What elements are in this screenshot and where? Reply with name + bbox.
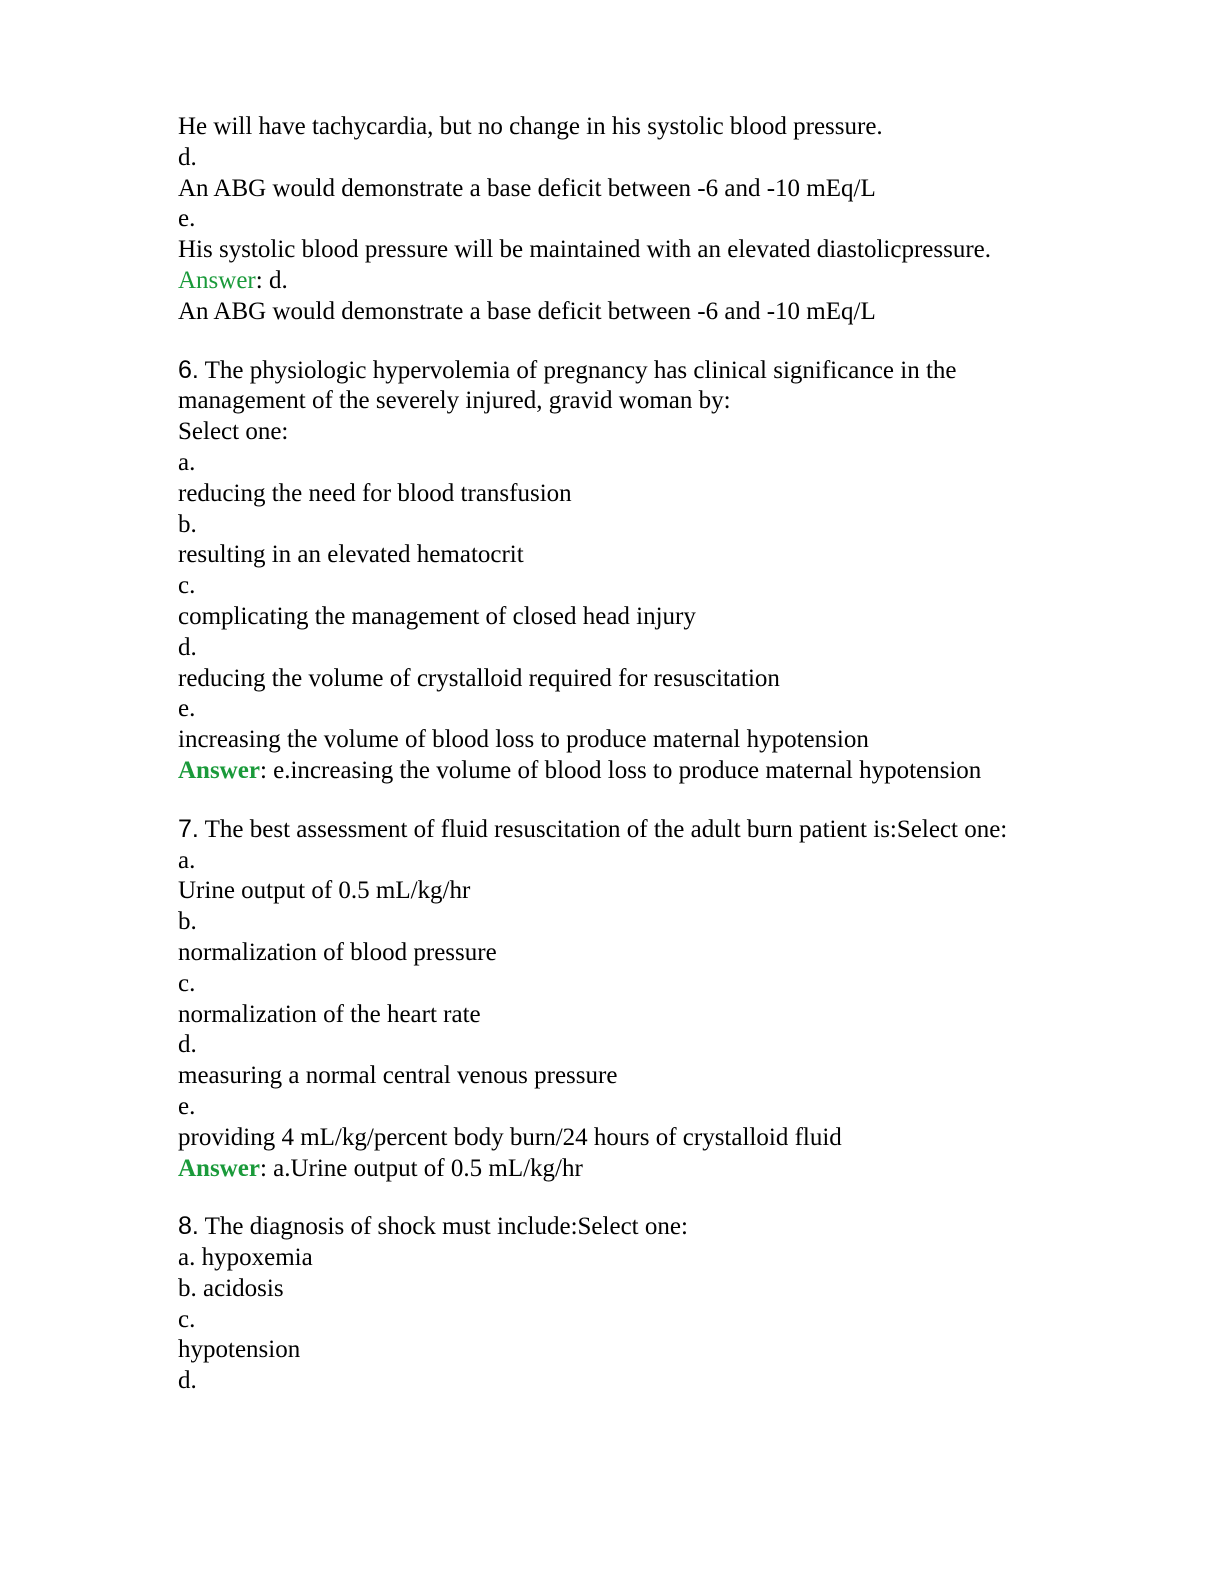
q5-continuation [178, 112, 1138, 328]
q7-option-e-letter: e. [178, 1092, 196, 1120]
q6-option-b-letter: b. [178, 510, 197, 538]
q7-option-c-text: normalization of the heart rate [178, 1000, 481, 1028]
answer-label: Answer [178, 1154, 260, 1182]
q7-option-b-text: normalization of blood pressure [178, 938, 497, 966]
q6-option-a-text: reducing the need for blood transfusion [178, 479, 572, 507]
q7-option-a-letter: a. [178, 846, 196, 874]
q7-option-e-text: providing 4 mL/kg/percent body burn/24 hours of crystalloid fluid [178, 1123, 842, 1151]
q6-answer [178, 756, 1138, 787]
q6-stem-line2: management of the severely injured, gravid woman by: [178, 387, 731, 415]
q5-option-d-text: An ABG would demonstrate a base deficit between -6 and -10 mEq/L [178, 174, 876, 202]
q8-option-c-text: hypotension [178, 1336, 301, 1364]
question-7 [178, 814, 1138, 1185]
answer-label: Answer [178, 756, 260, 784]
q7-option-a-text: Urine output of 0.5 mL/kg/hr [178, 877, 471, 905]
q5-option-e-text: His systolic blood pressure will be maintained with an elevated diastolicpressure. [178, 236, 992, 264]
q6-option-d-letter: d. [178, 633, 197, 661]
q8-option-b: b. acidosis [178, 1274, 284, 1302]
q6-option-d-text: reducing the volume of crystalloid required for resuscitation [178, 664, 780, 692]
q8-stem-text: The diagnosis of shock must include:Select one: [198, 1213, 688, 1241]
q6-option-c-letter: c. [178, 572, 196, 600]
q5-option-e-letter: e. [178, 205, 196, 233]
answer-rest: : e.increasing the volume of blood loss to produce maternal hypotension [259, 756, 982, 784]
q7-answer [178, 1154, 1138, 1185]
q5-answer-text: An ABG would demonstrate a base deficit between -6 and -10 mEq/L [178, 297, 876, 325]
q8-stem [178, 1211, 1138, 1243]
q5-answer [178, 266, 1138, 297]
q6-option-a-letter: a. [178, 448, 196, 476]
q7-option-c-letter: c. [178, 969, 196, 997]
question-6 [178, 355, 1138, 787]
q6-option-e-letter: e. [178, 695, 196, 723]
q6-option-c-text: complicating the management of closed head injury [178, 602, 696, 630]
q7-stem [178, 814, 1138, 846]
q5-option-c-text: He will have tachycardia, but no change in his systolic blood pressure. [178, 113, 883, 140]
question-number: 6. [178, 355, 199, 384]
answer-rest: : a.Urine output of 0.5 mL/kg/hr [259, 1154, 583, 1182]
document-page [178, 112, 1138, 1397]
q7-option-d-letter: d. [178, 1031, 197, 1059]
q6-option-e-text: increasing the volume of blood loss to produce maternal hypotension [178, 726, 869, 754]
spacer [178, 1184, 1138, 1211]
q7-stem-text: The best assessment of fluid resuscitation of the adult burn patient is:Select one: [198, 815, 1008, 843]
question-number: 8. [178, 1212, 199, 1241]
q7-option-b-letter: b. [178, 908, 197, 936]
q6-select-one: Select one: [178, 418, 289, 446]
q5-option-d-letter: d. [178, 143, 197, 171]
answer-rest: : d. [255, 266, 288, 294]
q7-option-d-text: measuring a normal central venous pressure [178, 1062, 618, 1090]
q8-option-c-letter: c. [178, 1305, 196, 1333]
q6-stem-line1 [178, 355, 1138, 387]
q8-option-a: a. hypoxemia [178, 1244, 313, 1272]
q6-option-b-text: resulting in an elevated hematocrit [178, 541, 524, 569]
answer-label: Answer [178, 266, 256, 294]
question-8 [178, 1211, 1138, 1397]
spacer [178, 787, 1138, 814]
spacer [178, 328, 1138, 355]
q6-stem-text: The physiologic hypervolemia of pregnancy has clinical significance in the [198, 356, 957, 384]
q8-option-d-letter: d. [178, 1367, 197, 1395]
question-number: 7. [178, 814, 199, 843]
